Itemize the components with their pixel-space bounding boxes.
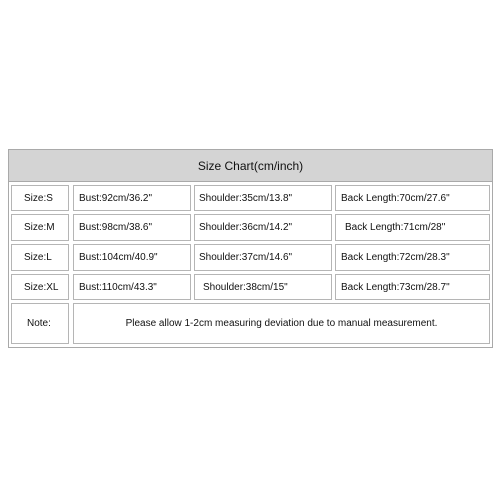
bust-cell: Bust:110cm/43.3" xyxy=(73,274,191,300)
back-length-cell: Back Length:72cm/28.3" xyxy=(335,244,490,271)
back-length-cell: Back Length:70cm/27.6" xyxy=(335,185,490,211)
back-length-cell: Back Length:73cm/28.7" xyxy=(335,274,490,300)
size-chart-table xyxy=(8,149,493,348)
size-cell: Size:XL xyxy=(11,274,69,300)
bust-cell: Bust:98cm/38.6" xyxy=(73,214,191,241)
bust-cell: Bust:104cm/40.9" xyxy=(73,244,191,271)
shoulder-cell: Shoulder:37cm/14.6" xyxy=(194,244,332,271)
shoulder-cell: Shoulder:38cm/15" xyxy=(194,274,332,300)
shoulder-cell: Shoulder:36cm/14.2" xyxy=(194,214,332,241)
note-text: Please allow 1-2cm measuring deviation due to manual measurement. xyxy=(73,303,490,344)
size-cell: Size:M xyxy=(11,214,69,241)
table-title: Size Chart(cm/inch) xyxy=(9,150,492,182)
back-length-cell: Back Length:71cm/28" xyxy=(335,214,490,241)
size-cell: Size:S xyxy=(11,185,69,211)
bust-cell: Bust:92cm/36.2" xyxy=(73,185,191,211)
size-cell: Size:L xyxy=(11,244,69,271)
note-label: Note: xyxy=(11,303,69,344)
shoulder-cell: Shoulder:35cm/13.8" xyxy=(194,185,332,211)
